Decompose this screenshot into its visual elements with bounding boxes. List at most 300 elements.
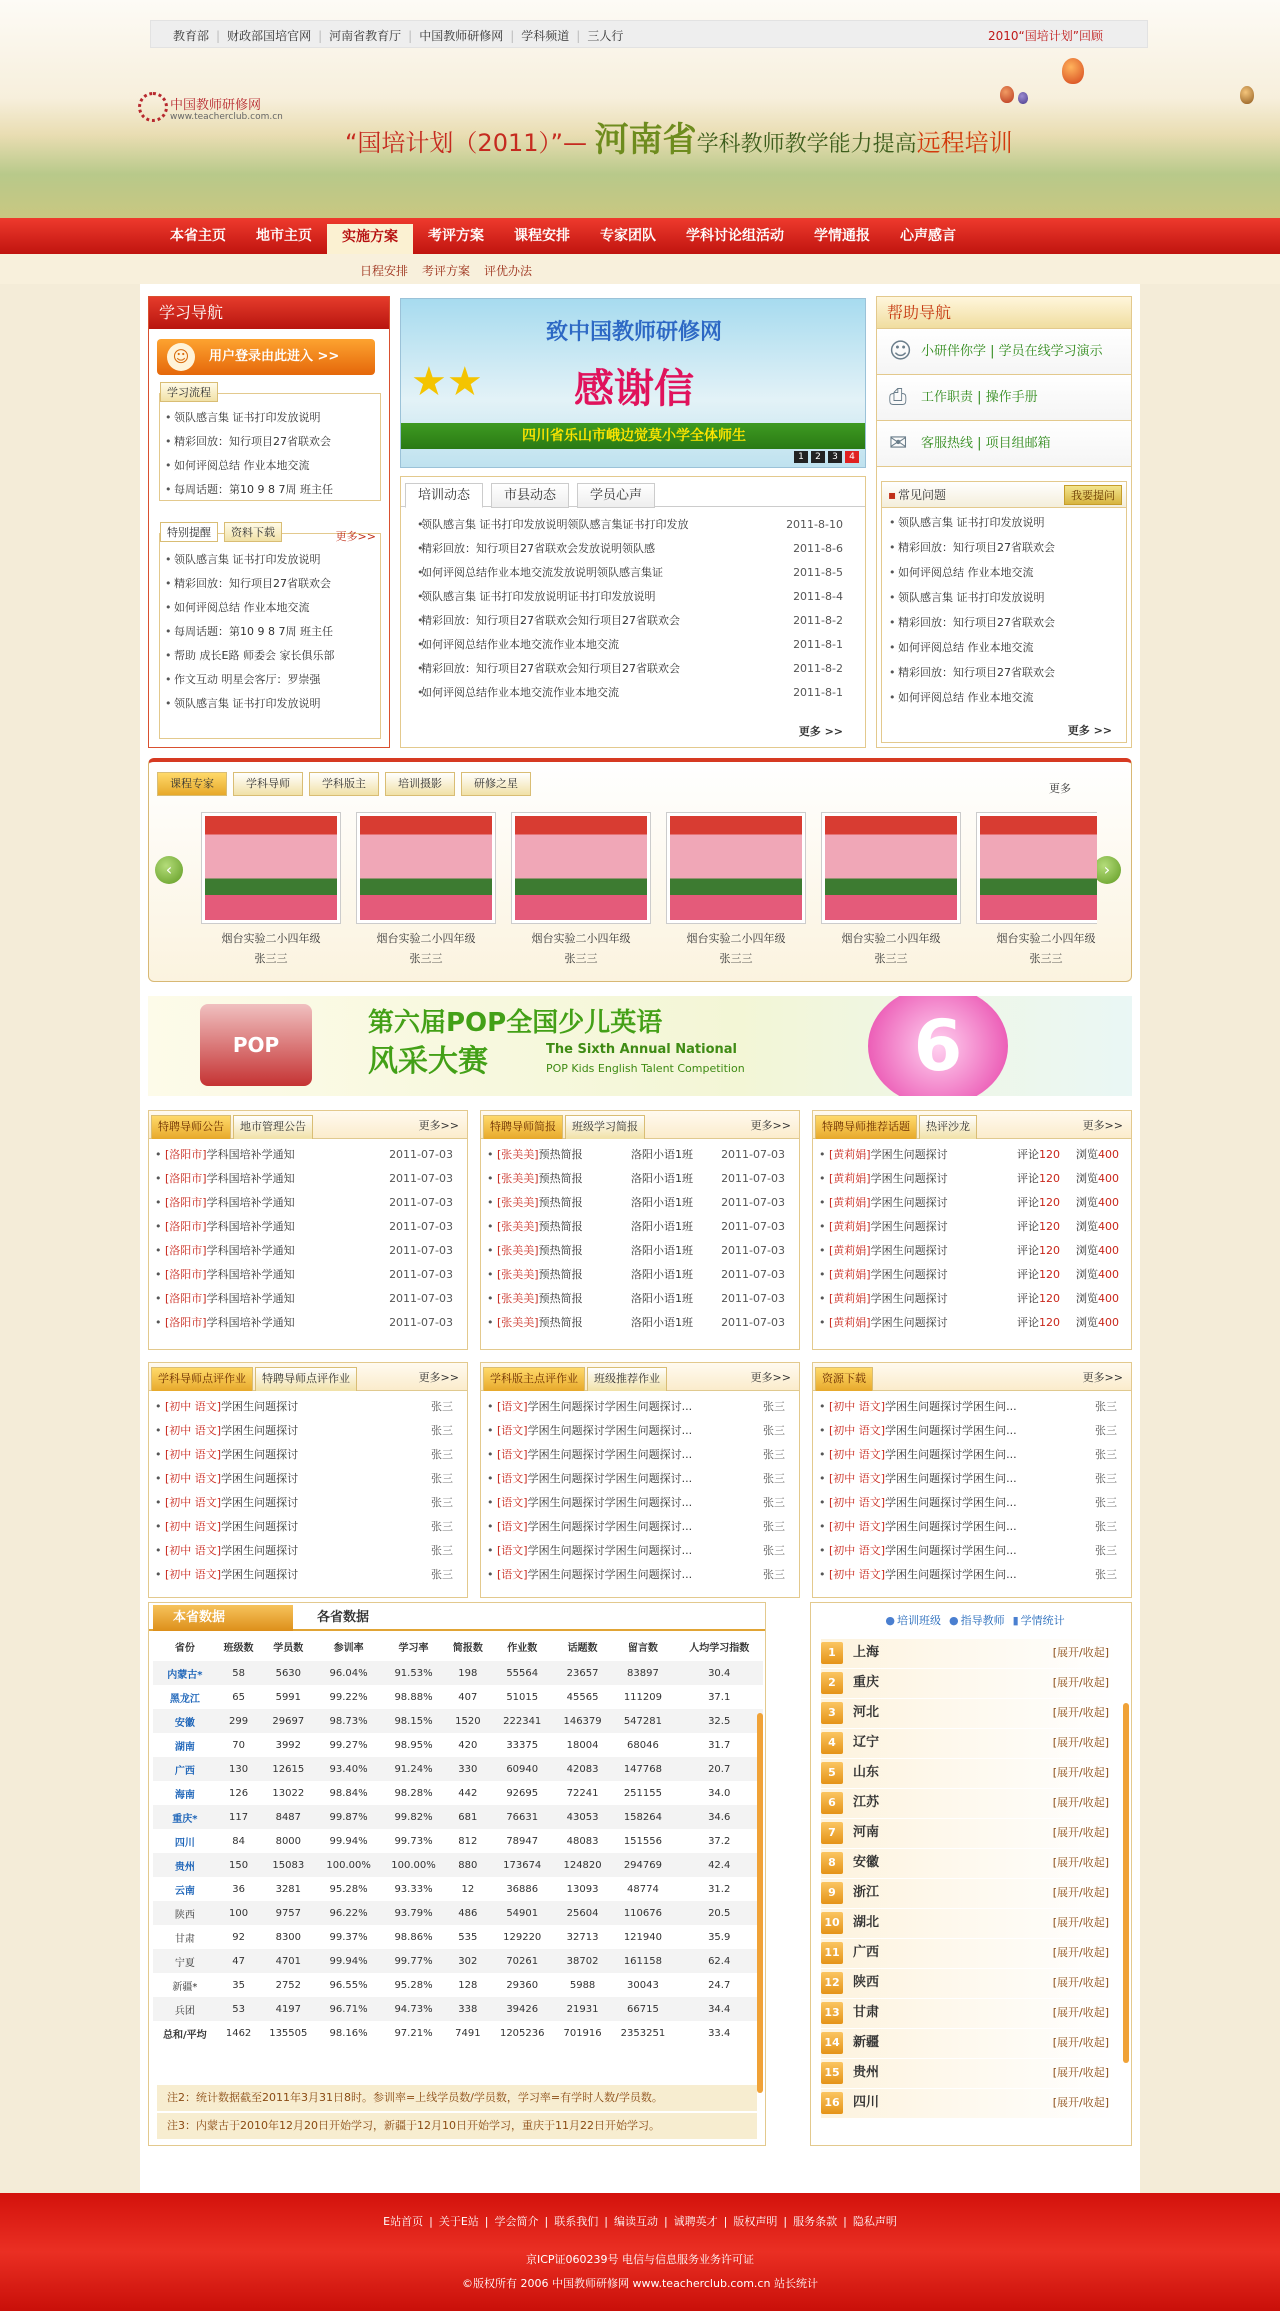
- province-cell[interactable]: 海南: [174, 1789, 195, 1801]
- news-item[interactable]: [411, 681, 855, 705]
- gallery-next-icon[interactable]: ›: [1093, 856, 1121, 884]
- news-item[interactable]: [411, 633, 855, 657]
- list-panel: [148, 1110, 468, 1350]
- table-cell: 68046: [627, 1739, 659, 1751]
- news-item[interactable]: [411, 561, 855, 585]
- gallery-item[interactable]: [664, 812, 808, 966]
- list-item[interactable]: • 帮助 成长E路 师委会 家长俱乐部: [164, 644, 380, 668]
- province-cell[interactable]: 总和/平均: [163, 2029, 207, 2041]
- help-link[interactable]: [877, 421, 1131, 467]
- list-panel-more-link[interactable]: 更多>>: [750, 1371, 791, 1384]
- news-item[interactable]: [411, 537, 855, 561]
- list-panel-more-link[interactable]: 更多>>: [750, 1119, 791, 1132]
- list-item[interactable]: [481, 1215, 799, 1239]
- footer-link[interactable]: 隐私声明: [852, 2215, 897, 2228]
- gallery-tab[interactable]: 培训摄影: [385, 772, 455, 796]
- nav-item[interactable]: 课程安排: [514, 228, 570, 244]
- list-item[interactable]: [481, 1239, 799, 1263]
- list-panel-more-link[interactable]: 更多>>: [1082, 1371, 1123, 1384]
- gallery-photo: [976, 812, 1097, 924]
- separator: |: [216, 29, 221, 43]
- list-item[interactable]: [813, 1311, 1131, 1335]
- table-cell: 338: [446, 1997, 490, 2021]
- region-row[interactable]: [821, 1999, 1117, 2029]
- region-toggle-link[interactable]: [展开/收起]: [1052, 1946, 1109, 1959]
- list-item[interactable]: [813, 1491, 1131, 1515]
- top-link[interactable]: 河南省教育厅: [329, 29, 402, 43]
- list-item[interactable]: • 领队感言集 证书打印发放说明: [164, 406, 380, 430]
- province-cell[interactable]: 四川: [174, 1837, 195, 1849]
- comment-label: 评论: [1017, 1148, 1039, 1161]
- faq-item[interactable]: • 精彩回放：知行项目27省联欢会: [888, 535, 1126, 560]
- table-cell: 1520: [446, 1709, 490, 1733]
- list-item[interactable]: [481, 1311, 799, 1335]
- faq-item[interactable]: • 如何评阅总结 作业本地交流: [888, 685, 1126, 710]
- list-item[interactable]: [149, 1443, 467, 1467]
- list-item[interactable]: [149, 1287, 467, 1311]
- table-cell: 547281: [610, 1709, 675, 1733]
- stats-scrollbar[interactable]: [757, 1713, 763, 2093]
- table-cell: 99.87%: [316, 1805, 381, 1829]
- list-item[interactable]: [481, 1515, 799, 1539]
- news-tab[interactable]: 市县动态: [491, 483, 569, 508]
- top-link[interactable]: 教育部: [173, 29, 210, 43]
- province-cell[interactable]: 湖南: [174, 1741, 195, 1753]
- nav-item[interactable]: 专家团队: [600, 228, 656, 244]
- region-toggle-link[interactable]: [展开/收起]: [1052, 1766, 1109, 1779]
- list-panel-tab[interactable]: 班级学习简报: [565, 1115, 645, 1139]
- list-item[interactable]: [149, 1515, 467, 1539]
- region-row[interactable]: [821, 1639, 1117, 1669]
- list-panel-tab[interactable]: 特聘导师公告: [151, 1115, 231, 1139]
- gallery-name: 张三三: [564, 952, 598, 965]
- table-cell: 98.16%: [329, 2027, 368, 2039]
- gallery-tab[interactable]: 研修之星: [461, 772, 531, 796]
- banner-page-button[interactable]: 4: [845, 451, 859, 463]
- list-item[interactable]: • 精彩回放：知行项目27省联欢会: [164, 430, 380, 454]
- faq-item[interactable]: • 精彩回放：知行项目27省联欢会: [888, 610, 1126, 635]
- list-panel-more-link[interactable]: 更多>>: [418, 1371, 459, 1384]
- comment-count: 120: [1039, 1148, 1060, 1161]
- item-title: 学困生问题探讨: [870, 1196, 948, 1209]
- list-item[interactable]: [813, 1395, 1131, 1419]
- table-cell: 129220: [503, 1931, 542, 1943]
- item-stats: [1017, 1167, 1119, 1191]
- stats-note-1: 注2：统计数据截至2011年3月31日8时。参训率=上线学员数/学员数，学习率=有学时人数/学员数。: [157, 2085, 757, 2111]
- faq-item[interactable]: • 领队感言集 证书打印发放说明: [888, 510, 1126, 535]
- province-cell[interactable]: 新疆*: [172, 1981, 198, 1993]
- nav-item[interactable]: 学科讨论组活动: [686, 228, 784, 244]
- province-cell[interactable]: 安徽: [153, 1709, 217, 1733]
- top-link[interactable]: 学科频道: [521, 29, 570, 43]
- nav-item[interactable]: 本省主页: [170, 228, 226, 244]
- list-item[interactable]: [149, 1395, 467, 1419]
- table-cell: 32.5: [675, 1709, 763, 1733]
- table-cell: 60940: [490, 1757, 555, 1781]
- list-item[interactable]: • 作文互动 明星会客厅：罗崇强: [164, 668, 380, 692]
- table-cell: 198: [446, 1661, 490, 1685]
- table-cell: 99.94%: [329, 1835, 368, 1847]
- list-item[interactable]: [149, 1311, 467, 1335]
- list-panel-tab[interactable]: 学科导师点评作业: [151, 1367, 253, 1391]
- province-cell[interactable]: 黑龙江: [169, 1693, 200, 1705]
- list-item[interactable]: • 如何评阅总结 作业本地交流: [164, 596, 380, 620]
- faq-item[interactable]: • 领队感言集 证书打印发放说明: [888, 585, 1126, 610]
- region-rank: 10: [821, 1912, 843, 1934]
- gallery-caption: 烟台实验二小四年级: [531, 932, 631, 945]
- news-title: 精彩回放：知行项目27省联欢会知行项目27省联欢会: [421, 662, 680, 675]
- region-row[interactable]: [821, 1909, 1117, 1939]
- list-item[interactable]: [149, 1539, 467, 1563]
- table-row: [153, 1709, 763, 1733]
- region-row[interactable]: [821, 1879, 1117, 1909]
- logo-url: www.teacherclub.com.cn: [170, 112, 283, 122]
- item-meta: 张三: [431, 1400, 453, 1413]
- list-item[interactable]: [813, 1263, 1131, 1287]
- list-item[interactable]: [813, 1539, 1131, 1563]
- nav-item[interactable]: 心声感言: [900, 228, 956, 244]
- regions-tab[interactable]: 学情统计: [1020, 1614, 1065, 1627]
- region-toggle-link[interactable]: [展开/收起]: [1052, 1886, 1109, 1899]
- table-cell: 96.22%: [316, 1901, 381, 1925]
- list-item[interactable]: [481, 1563, 799, 1587]
- list-item[interactable]: • 如何评阅总结 作业本地交流: [164, 454, 380, 478]
- faq-more-link[interactable]: 更多 >>: [1067, 724, 1112, 737]
- nav-item[interactable]: 实施方案: [327, 224, 413, 254]
- sub-nav-item[interactable]: 评优办法: [484, 264, 533, 278]
- review-2010-link[interactable]: 2010“国培计划”回顾: [988, 29, 1103, 43]
- item-tag: [初中 语文]: [829, 1544, 886, 1557]
- list-item[interactable]: [481, 1191, 799, 1215]
- table-cell: 110676: [610, 1901, 675, 1925]
- view-label: 浏览: [1076, 1220, 1098, 1233]
- table-cell: 4701: [260, 1949, 316, 1973]
- gallery-prev-icon[interactable]: ‹: [155, 856, 183, 884]
- list-item[interactable]: [481, 1539, 799, 1563]
- region-toggle-link[interactable]: [展开/收起]: [1052, 1916, 1109, 1929]
- column-header: 作业数: [507, 1642, 538, 1654]
- list-panel-tab[interactable]: 特聘导师简报: [483, 1115, 563, 1139]
- list-item[interactable]: [149, 1563, 467, 1587]
- list-item[interactable]: [149, 1491, 467, 1515]
- region-row[interactable]: [821, 1789, 1117, 1819]
- province-cell[interactable]: 宁夏: [153, 1949, 217, 1973]
- province-cell[interactable]: 广西: [153, 1757, 217, 1781]
- photo-image: [980, 816, 1097, 920]
- list-panel-tab[interactable]: 学科版主点评作业: [483, 1367, 585, 1391]
- regions-tab[interactable]: 指导教师: [960, 1614, 1005, 1627]
- region-toggle-link[interactable]: [展开/收起]: [1052, 1676, 1109, 1689]
- region-toggle-link[interactable]: [展开/收起]: [1052, 1796, 1109, 1809]
- item-tag: [黄莉娟]: [829, 1268, 871, 1281]
- nav-item[interactable]: 考评方案: [428, 228, 484, 244]
- footer-link[interactable]: 联系我们: [554, 2215, 599, 2228]
- list-item[interactable]: [813, 1215, 1131, 1239]
- region-toggle-link[interactable]: [展开/收起]: [1052, 1736, 1109, 1749]
- footer-link[interactable]: 关于E站: [438, 2215, 479, 2228]
- table-cell: 98.88%: [394, 1691, 433, 1703]
- region-row[interactable]: [821, 1699, 1117, 1729]
- faq-item[interactable]: • 如何评阅总结 作业本地交流: [888, 635, 1126, 660]
- slogan-part-d: 远程培训: [916, 129, 1013, 157]
- item-stats: [1017, 1191, 1119, 1215]
- study-flow-tab[interactable]: 学习流程: [160, 382, 218, 402]
- reminder-more-link[interactable]: 更多>>: [335, 530, 376, 543]
- stats-tab-local[interactable]: 本省数据: [153, 1605, 293, 1631]
- list-item[interactable]: [149, 1419, 467, 1443]
- footer-link[interactable]: 服务条款: [793, 2215, 838, 2228]
- login-label: 用户登录由此进入 >>: [209, 349, 340, 364]
- main-nav: [0, 218, 1280, 254]
- list-item[interactable]: [149, 1215, 467, 1239]
- region-row[interactable]: [821, 2029, 1117, 2059]
- list-item[interactable]: • 每周话题：第10 9 8 7周 班主任: [164, 478, 380, 502]
- sub-nav-item[interactable]: 考评方案: [422, 264, 471, 278]
- province-cell[interactable]: 云南: [174, 1885, 195, 1897]
- table-cell: 3992: [275, 1739, 302, 1751]
- news-tab[interactable]: 学员心声: [577, 483, 655, 508]
- top-link[interactable]: 财政部国培官网: [227, 29, 312, 43]
- item-tag: [黄莉娟]: [829, 1148, 871, 1161]
- news-item[interactable]: [411, 513, 855, 537]
- item-tag: [语文]: [497, 1544, 528, 1557]
- list-item[interactable]: • 领队感言集 证书打印发放说明: [164, 548, 380, 572]
- list-item[interactable]: [149, 1239, 467, 1263]
- item-title: 预热简报: [538, 1244, 583, 1257]
- comment-count: 120: [1039, 1292, 1060, 1305]
- news-tab[interactable]: 培训动态: [405, 483, 483, 508]
- region-toggle-link[interactable]: [展开/收起]: [1052, 1826, 1109, 1839]
- province-cell[interactable]: 重庆*: [153, 1805, 217, 1829]
- balloon-icon: [1000, 86, 1014, 103]
- gallery-tab[interactable]: 学科版主: [309, 772, 379, 796]
- table-cell: 251155: [623, 1787, 662, 1799]
- region-row[interactable]: [821, 2059, 1117, 2089]
- table-cell: 126: [229, 1787, 249, 1799]
- photo-image: [205, 816, 337, 920]
- list-item[interactable]: [813, 1239, 1131, 1263]
- list-panel-tab[interactable]: 热评沙龙: [919, 1115, 977, 1139]
- list-panel-tab[interactable]: 地市管理公告: [233, 1115, 313, 1139]
- region-rank: 15: [821, 2062, 843, 2084]
- region-row[interactable]: [821, 1819, 1117, 1849]
- region-name: 江苏: [853, 1795, 880, 1810]
- region-row[interactable]: [821, 1759, 1117, 1789]
- table-cell: 34.0: [708, 1787, 731, 1799]
- regions-scrollbar[interactable]: [1123, 1703, 1129, 2063]
- item-meta: 张三: [1095, 1448, 1117, 1461]
- region-toggle-link[interactable]: [展开/收起]: [1052, 1856, 1109, 1869]
- list-item[interactable]: [481, 1167, 799, 1191]
- list-item[interactable]: • 每周话题：第10 9 8 7周 班主任: [164, 620, 380, 644]
- item-class: 洛阳小语1班: [631, 1268, 693, 1281]
- region-toggle-link[interactable]: [展开/收起]: [1052, 2036, 1109, 2049]
- region-toggle-link[interactable]: [展开/收起]: [1052, 2006, 1109, 2019]
- nav-item[interactable]: 学情通报: [814, 228, 870, 244]
- list-item[interactable]: [481, 1287, 799, 1311]
- footer-link[interactable]: 版权声明: [733, 2215, 778, 2228]
- list-item[interactable]: [149, 1167, 467, 1191]
- item-tag: [初中 语文]: [829, 1424, 886, 1437]
- table-cell: 100.00%: [316, 1853, 381, 1877]
- item-meta: 张三: [763, 1496, 785, 1509]
- banner-page-button[interactable]: 2: [811, 451, 825, 463]
- list-item[interactable]: [813, 1515, 1131, 1539]
- item-meta: 2011-07-03: [721, 1292, 785, 1305]
- comment-label: 评论: [1017, 1220, 1039, 1233]
- region-row[interactable]: [821, 1939, 1117, 1969]
- list-panel-more-link[interactable]: 更多>>: [1082, 1119, 1123, 1132]
- stats-tab-all[interactable]: 各省数据: [317, 1610, 370, 1625]
- list-item[interactable]: [813, 1287, 1131, 1311]
- separator: |: [510, 29, 515, 43]
- contest-title: 第六届POP全国少儿英语: [368, 1008, 663, 1038]
- list-panel-tab[interactable]: 特聘导师推荐话题: [815, 1115, 917, 1139]
- list-item[interactable]: [149, 1467, 467, 1491]
- list-panel-tab[interactable]: 班级推荐作业: [587, 1367, 667, 1391]
- province-cell[interactable]: 甘肃: [174, 1933, 195, 1945]
- list-item[interactable]: [481, 1395, 799, 1419]
- list-item[interactable]: [813, 1467, 1131, 1491]
- list-item[interactable]: • 精彩回放：知行项目27省联欢会: [164, 572, 380, 596]
- sub-nav-item[interactable]: 日程安排: [360, 264, 409, 278]
- region-row[interactable]: [821, 1849, 1117, 1879]
- list-item[interactable]: [813, 1443, 1131, 1467]
- list-item[interactable]: • 领队感言集 证书打印发放说明: [164, 692, 380, 716]
- list-item[interactable]: [481, 1263, 799, 1287]
- region-toggle-link[interactable]: [展开/收起]: [1052, 2066, 1109, 2079]
- item-tag: [黄莉娟]: [829, 1316, 871, 1329]
- gallery-name: 张三三: [719, 952, 753, 965]
- faq-item[interactable]: • 精彩回放：知行项目27省联欢会: [888, 660, 1126, 685]
- reminder-tab[interactable]: 特别提醒: [160, 522, 218, 542]
- item-title: 预热简报: [538, 1220, 583, 1233]
- banner-page-button[interactable]: 1: [794, 451, 808, 463]
- list-item[interactable]: [481, 1419, 799, 1443]
- region-row[interactable]: [821, 1729, 1117, 1759]
- item-title: 学科国培补学通知: [206, 1148, 295, 1161]
- footer-link[interactable]: 诚聘英才: [673, 2215, 718, 2228]
- table-cell: 222341: [490, 1709, 555, 1733]
- list-item[interactable]: [149, 1143, 467, 1167]
- news-item[interactable]: [411, 657, 855, 681]
- gallery-item[interactable]: [819, 812, 963, 966]
- view-label: 浏览: [1076, 1148, 1098, 1161]
- news-item[interactable]: [411, 609, 855, 633]
- gallery-panel: [148, 758, 1132, 982]
- region-row[interactable]: [821, 1669, 1117, 1699]
- list-item[interactable]: [149, 1191, 467, 1215]
- region-toggle-link[interactable]: [展开/收起]: [1052, 2096, 1109, 2109]
- gallery-tab[interactable]: 课程专家: [157, 772, 227, 796]
- item-title: 学科国培补学通知: [206, 1172, 295, 1185]
- list-item[interactable]: [149, 1263, 467, 1287]
- region-row[interactable]: [821, 2089, 1117, 2119]
- list-item[interactable]: [481, 1467, 799, 1491]
- gallery-item[interactable]: [354, 812, 498, 966]
- list-item[interactable]: [481, 1143, 799, 1167]
- item-meta: 2011-07-03: [389, 1316, 453, 1329]
- gallery-item[interactable]: [974, 812, 1097, 966]
- item-title: 预热简报: [538, 1316, 583, 1329]
- faq-item[interactable]: • 如何评阅总结 作业本地交流: [888, 560, 1126, 585]
- item-tag: [黄莉娟]: [829, 1172, 871, 1185]
- item-stats: [1017, 1215, 1119, 1239]
- top-link[interactable]: 三人行: [587, 29, 624, 43]
- table-cell: 135505: [269, 2027, 308, 2039]
- region-toggle-link[interactable]: [展开/收起]: [1052, 1646, 1109, 1659]
- news-more-link[interactable]: 更多 >>: [798, 725, 843, 738]
- list-item[interactable]: [481, 1443, 799, 1467]
- list-panel-tab[interactable]: 特聘导师点评作业: [255, 1367, 357, 1391]
- province-cell[interactable]: 陕西: [153, 1901, 217, 1925]
- province-cell[interactable]: 贵州: [153, 1853, 217, 1877]
- ask-question-button[interactable]: 我要提问: [1064, 485, 1122, 505]
- gallery-tab[interactable]: 学科导师: [233, 772, 303, 796]
- region-rank: 11: [821, 1942, 843, 1964]
- list-panel-more-link[interactable]: 更多>>: [418, 1119, 459, 1132]
- table-cell: 93.33%: [394, 1883, 433, 1895]
- item-title: 学困生问题探讨: [870, 1220, 948, 1233]
- item-title: 预热简报: [538, 1148, 583, 1161]
- footer-link[interactable]: E站首页: [383, 2215, 424, 2228]
- province-cell[interactable]: 内蒙古*: [153, 1661, 217, 1685]
- table-cell: 8000: [275, 1835, 302, 1847]
- item-title: 学困生问题探讨: [221, 1400, 299, 1413]
- list-item[interactable]: [813, 1167, 1131, 1191]
- banner-slideshow[interactable]: [400, 298, 866, 468]
- region-toggle-link[interactable]: [展开/收起]: [1052, 1976, 1109, 1989]
- news-item[interactable]: [411, 585, 855, 609]
- province-cell[interactable]: 兵团: [153, 1997, 217, 2021]
- list-item[interactable]: [813, 1143, 1131, 1167]
- nav-item[interactable]: 地市主页: [256, 228, 312, 244]
- login-button[interactable]: [157, 339, 375, 375]
- table-cell: 29697: [260, 1709, 316, 1733]
- footer-link[interactable]: 学会简介: [494, 2215, 539, 2228]
- help-link[interactable]: [877, 329, 1131, 375]
- gallery-item[interactable]: [199, 812, 343, 966]
- download-tab[interactable]: 资料下载: [224, 522, 282, 542]
- stats-tabs: [149, 1603, 765, 1631]
- gallery-more-link[interactable]: 更多: [1049, 782, 1071, 795]
- list-item[interactable]: [813, 1419, 1131, 1443]
- banner-page-button[interactable]: 3: [828, 451, 842, 463]
- item-title: 学困生问题探讨学困生问...: [885, 1520, 1017, 1533]
- item-tag: [初中 语文]: [165, 1520, 222, 1533]
- table-cell: 1205236: [499, 2027, 545, 2039]
- item-meta: 2011-07-03: [389, 1172, 453, 1185]
- item-title: 学困生问题探讨学困生问...: [885, 1448, 1017, 1461]
- list-item[interactable]: [813, 1563, 1131, 1587]
- regions-tab[interactable]: 培训班级: [896, 1614, 941, 1627]
- top-link[interactable]: 中国教师研修网: [419, 29, 504, 43]
- list-item[interactable]: [481, 1491, 799, 1515]
- faq-box: [881, 481, 1127, 743]
- list-panel-tab[interactable]: 资源下载: [815, 1367, 873, 1391]
- region-row[interactable]: [821, 1969, 1117, 1999]
- table-row: [153, 1997, 763, 2021]
- region-toggle-link[interactable]: [展开/收起]: [1052, 1706, 1109, 1719]
- pop-contest-banner[interactable]: [148, 996, 1132, 1096]
- list-item[interactable]: [813, 1191, 1131, 1215]
- gallery-item[interactable]: [509, 812, 653, 966]
- table-cell: 150: [217, 1853, 261, 1877]
- help-link[interactable]: [877, 375, 1131, 421]
- table-cell: 1462: [225, 2027, 252, 2039]
- footer-link[interactable]: 编读互动: [613, 2215, 658, 2228]
- item-title: 学困生问题探讨: [870, 1172, 948, 1185]
